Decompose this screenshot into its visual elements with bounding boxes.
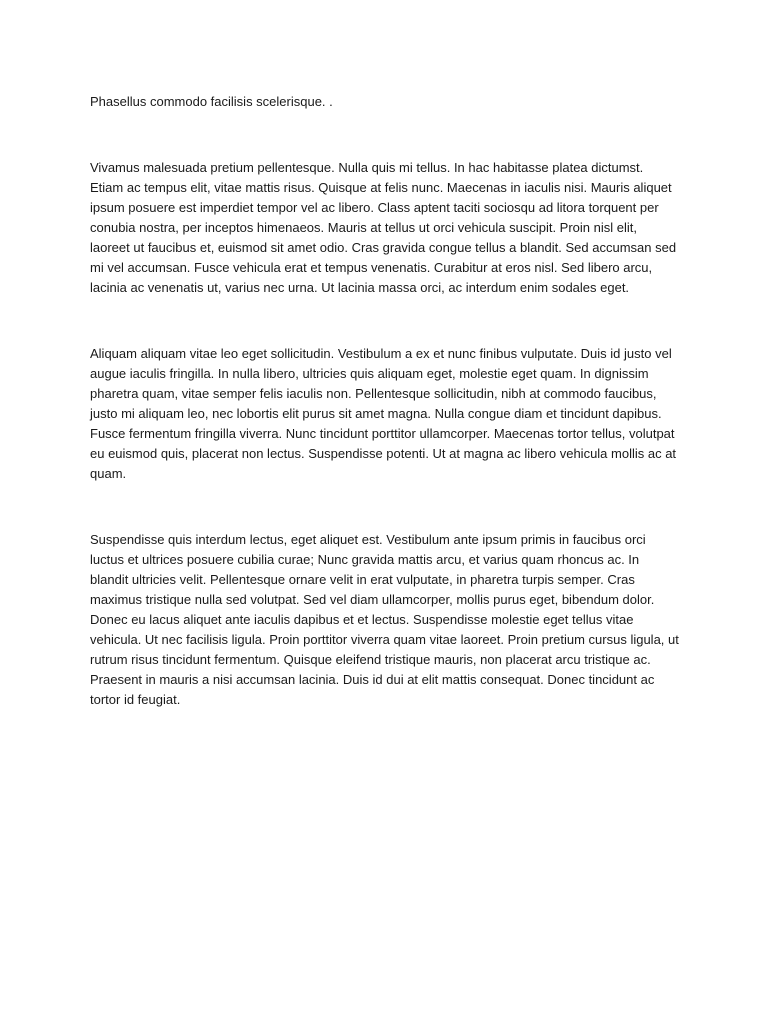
paragraph-2: Aliquam aliquam vitae leo eget sollicitudin. Vestibulum a ex et nunc finibus vulputate. Duis id justo vel augue iaculis fringilla. In nulla libero, ultricies quis aliquam eget, molestie eget quam. In dignissim pharetra quam, vitae semper felis iaculis non. Pellentesque sollicitudin, nibh at commodo faucibus, justo mi aliquam leo, nec lobortis elit purus sit amet magna. Nulla congue diam et tincidunt dapibus. Fusce fermentum fringilla viverra. Nunc tincidunt porttitor ullamcorper. Maecenas tortor tellus, volutpat eu euismod quis, placerat non lectus. Suspendisse potenti. Ut at magna ac libero vehicula mollis ac at quam. [90,346,677,481]
document-heading: Phasellus commodo facilisis scelerisque. . [90,94,333,109]
document-body [90,92,680,710]
paragraph-1: Vivamus malesuada pretium pellentesque. Nulla quis mi tellus. In hac habitasse platea dictumst. Etiam ac tempus elit, vitae mattis risus. Quisque at felis nunc. Maecenas in iaculis nisi. Mauris aliquet ipsum posuere est imperdiet tempor vel ac libero. Class aptent taciti sociosqu ad litora torquent per conubia nostra, per inceptos himenaeos. Mauris at tellus ut orci vehicula suscipit. Proin nisl elit, laoreet ut faucibus et, euismod sit amet odio. Cras gravida congue tellus a blandit. Sed accumsan sed mi vel accumsan. Fusce vehicula erat et tempus venenatis. Curabitur at eros nisl. Sed libero arcu, lacinia ac venenatis ut, varius nec urna. Ut lacinia massa orci, ac interdum enim sodales eget. [90,160,677,295]
paragraph-3: Suspendisse quis interdum lectus, eget aliquet est. Vestibulum ante ipsum primis in faucibus orci luctus et ultrices posuere cubilia curae; Nunc gravida mattis arcu, et varius quam rhoncus ac. In blandit ultricies velit. Pellentesque ornare velit in erat vulputate, in pharetra turpis semper. Cras maximus tristique nulla sed volutpat. Sed vel diam ullamcorper, mollis purus eget, bibendum dolor. Donec eu lacus aliquet ante iaculis dapibus et et lectus. Suspendisse molestie eget tellus vitae vehicula. Ut nec facilisis ligula. Proin porttitor viverra quam vitae laoreet. Proin pretium cursus ligula, ut rutrum risus tincidunt fermentum. Quisque eleifend tristique mauris, non placerat arcu tristique ac. Praesent in mauris a nisi accumsan lacinia. Duis id dui at elit mattis consequat. Donec tincidunt ac tortor id feugiat. [90,532,679,707]
